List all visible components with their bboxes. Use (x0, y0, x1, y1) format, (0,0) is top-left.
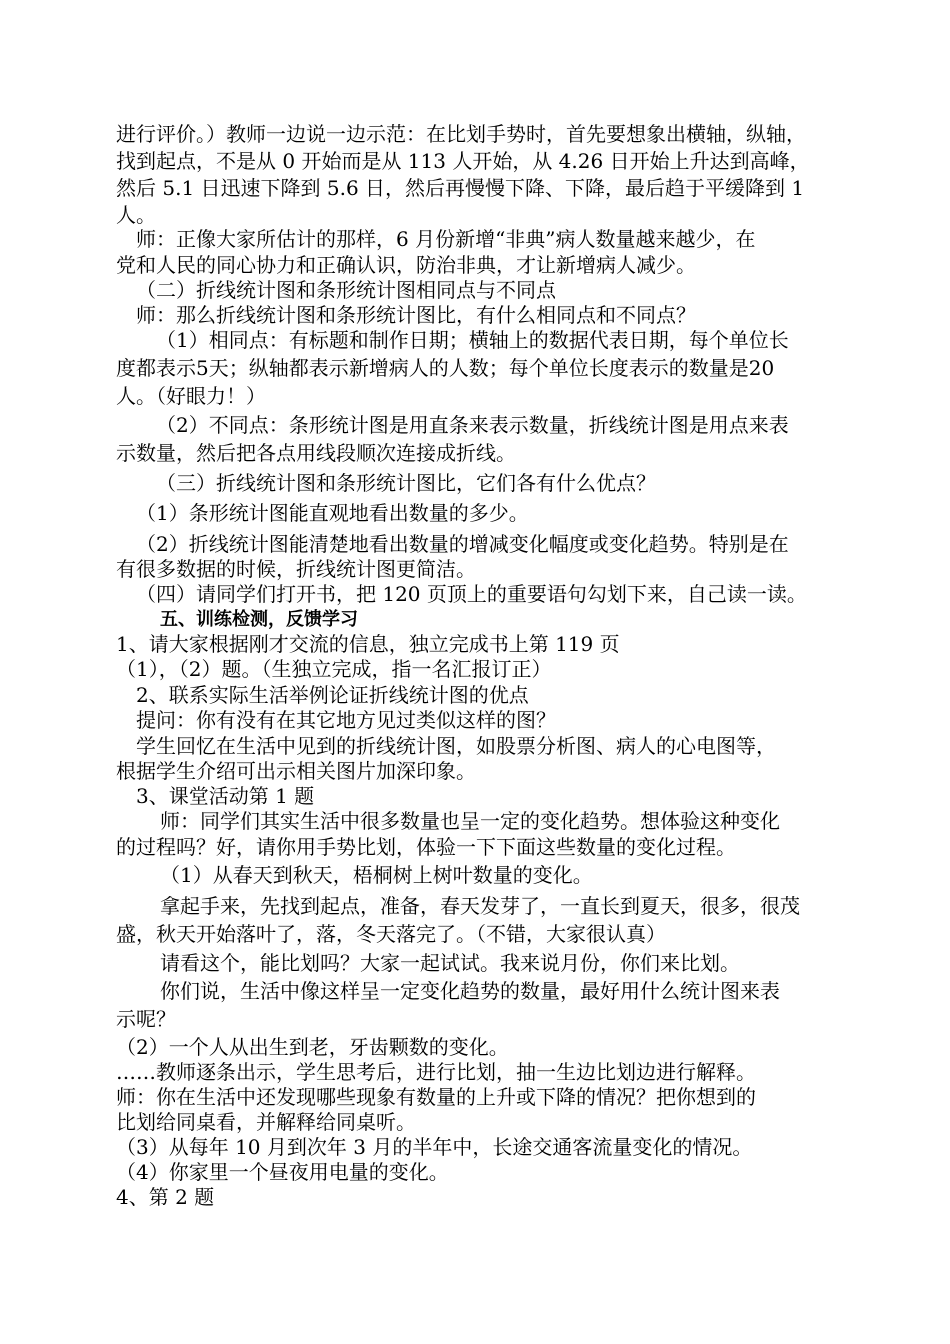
section-heading-3: （三）折线统计图和条形统计图比，它们各有什么优点？ (156, 471, 656, 495)
text-line-33: 你们说，生活中像这样呈一定变化趋势的数量，最好用什么统计图来表 (160, 979, 780, 1003)
text-line-38: 比划给同桌看，并解释给同桌听。 (116, 1110, 416, 1134)
text-line-39: （3）从每年 10 月到次年 3 月的半年中，长途交通客流量变化的情况。 (116, 1135, 753, 1159)
section-heading-2: （二）折线统计图和条形统计图相同点与不同点 (136, 278, 556, 302)
text-line-37: 师：你在生活中还发现哪些现象有数量的上升或下降的情况？把你想到的 (116, 1085, 756, 1109)
text-line-25: 根据学生介绍可出示相关图片加深印象。 (116, 759, 476, 783)
text-line-35: （2）一个人从出生到老，牙齿颗数的变化。 (116, 1035, 509, 1059)
text-line-20: 1、请大家根据刚才交流的信息，独立完成书上第 119 页 (116, 632, 620, 656)
text-line-29: （1）从春天到秋天，梧桐树上树叶数量的变化。 (160, 863, 593, 887)
text-line-10: 度都表示5天；纵轴都表示新增病人的人数；每个单位长度表示的数量是20 (116, 356, 775, 380)
text-line-1: 进行评价。）教师一边说一边示范：在比划手势时，首先要想象出横轴，纵轴， (116, 122, 806, 146)
text-line-5: 师：正像大家所估计的那样，6 月份新增“非典”病人数量越来越少，在 (136, 227, 756, 251)
text-line-28: 的过程吗？好，请你用手势比划，体验一下下面这些数量的变化过程。 (116, 835, 736, 859)
text-line-40: （4）你家里一个昼夜用电量的变化。 (116, 1160, 449, 1184)
text-line-21: （1），（2）题。（生独立完成，指一名汇报订正） (116, 657, 552, 681)
text-line-17: 有很多数据的时候，折线统计图更简洁。 (116, 557, 476, 581)
text-line-41: 4、第 2 题 (116, 1185, 215, 1209)
text-line-9: （1）相同点：有标题和制作日期；横轴上的数据代表日期，每个单位长 (156, 328, 789, 352)
text-line-2: 找到起点，不是从 0 开始而是从 113 人开始，从 4.26 日开始上升达到高峰， (116, 149, 810, 173)
text-line-24: 学生回忆在生活中见到的折线统计图，如股票分析图、病人的心电图等， (136, 734, 776, 758)
section-heading-5: 五、训练检测，反馈学习 (160, 609, 358, 630)
text-line-6: 党和人民的同心协力和正确认识，防治非典，才让新增病人减少。 (116, 253, 696, 277)
text-line-32: 请看这个，能比划吗？大家一起试试。我来说月份，你们来比划。 (160, 951, 740, 975)
text-line-3: 然后 5.1 日迅速下降到 5.6 日，然后再慢慢下降、下降，最后趋于平缓降到 1 (116, 176, 805, 200)
text-line-26: 3、课堂活动第 1 题 (136, 784, 315, 808)
text-line-8: 师：那么折线统计图和条形统计图比，有什么相同点和不同点？ (136, 303, 696, 327)
text-line-16: （2）折线统计图能清楚地看出数量的增减变化幅度或变化趋势。特别是在 (136, 532, 789, 556)
text-line-34: 示呢？ (116, 1007, 176, 1031)
text-line-23: 提问：你有没有在其它地方见过类似这样的图？ (136, 708, 556, 732)
text-line-27: 师：同学们其实生活中很多数量也呈一定的变化趋势。想体验这种变化 (160, 809, 780, 833)
text-line-15: （1）条形统计图能直观地看出数量的多少。 (136, 501, 529, 525)
section-heading-4: （四）请同学们打开书，把 120 页顶上的重要语句勾划下来，自己读一读。 (136, 582, 807, 606)
text-line-12: （2）不同点：条形统计图是用直条来表示数量，折线统计图是用点来表 (156, 413, 789, 437)
text-line-4: 人。 (116, 203, 156, 227)
text-line-13: 示数量，然后把各点用线段顺次连接成折线。 (116, 441, 516, 465)
text-line-31: 盛，秋天开始落叶了，落，冬天落完了。（不错，大家很认真） (116, 922, 666, 946)
text-line-22: 2、联系实际生活举例论证折线统计图的优点 (136, 683, 529, 707)
text-line-30: 拿起手来，先找到起点，准备，春天发芽了，一直长到夏天，很多，很茂 (160, 894, 800, 918)
text-line-11: 人。（好眼力！） (116, 384, 266, 408)
text-line-36: ……教师逐条出示，学生思考后，进行比划，抽一生边比划边进行解释。 (116, 1060, 756, 1084)
